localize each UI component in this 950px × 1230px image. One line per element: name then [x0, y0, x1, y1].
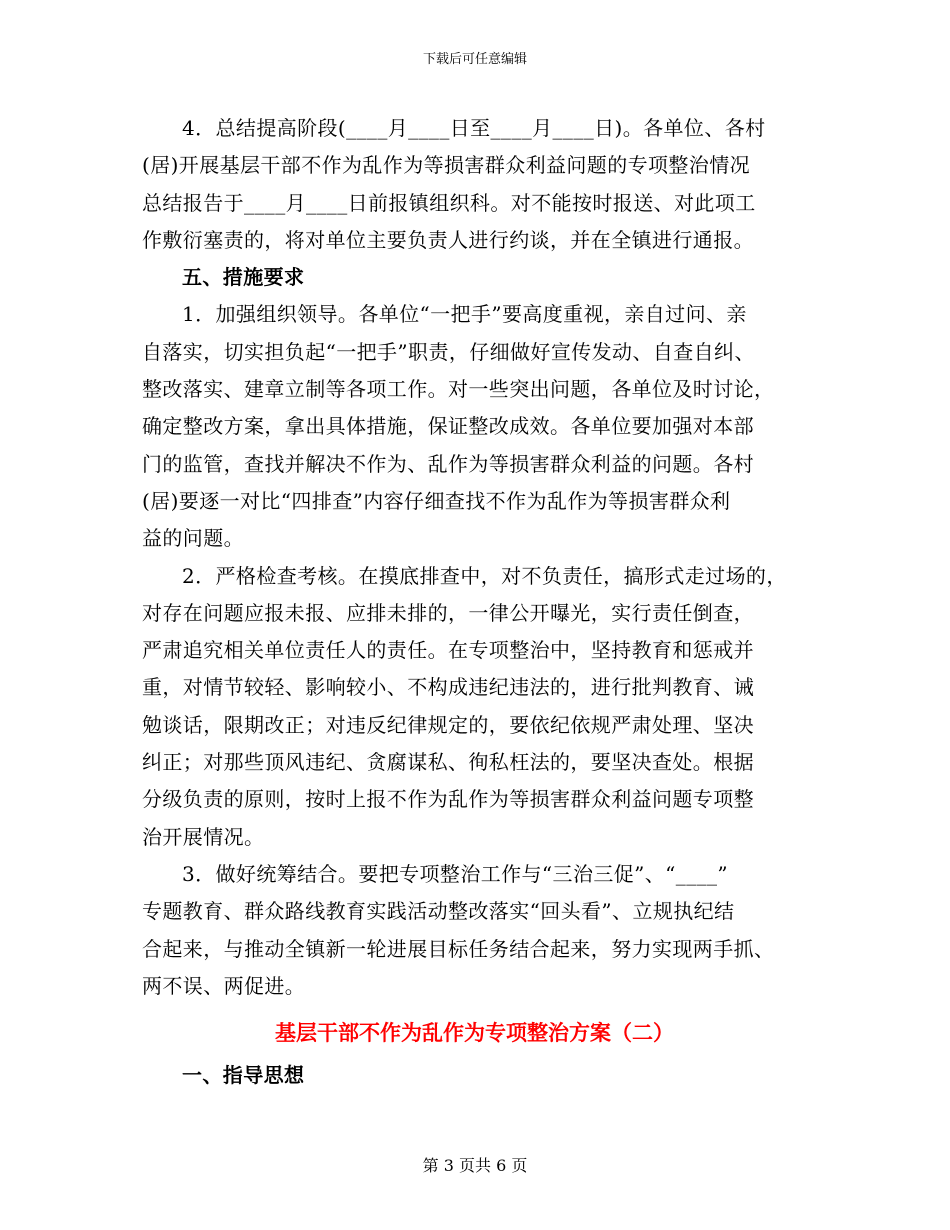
- text-line: 分级负责的原则，按时上报不作为乱作为等损害群众利益问题专项整: [142, 787, 754, 812]
- document-title: 基层干部不作为乱作为专项整治方案（二）: [275, 1021, 674, 1046]
- text-line: 3．做好统筹结合。要把专项整治工作与“三治三促”、“____”: [182, 861, 729, 886]
- text-line: 治开展情况。: [142, 824, 265, 849]
- text-line: 对存在问题应报未报、应排未排的，一律公开曝光，实行责任倒查，: [142, 600, 754, 625]
- text-line: 作敷衍塞责的，将对单位主要负责人进行约谈，并在全镇进行通报。: [142, 227, 754, 252]
- text-line: 自落实，切实担负起“一把手”职责，仔细做好宣传发动、自查自纠、: [142, 339, 755, 364]
- text-line: 2．严格检查考核。在摸底排查中，对不负责任，搞形式走过场的，: [182, 563, 787, 588]
- text-line: 1．加强组织领导。各单位“一把手”要高度重视，亲自过问、亲: [182, 302, 747, 327]
- text-line: 门的监管，查找并解决不作为、乱作为等损害群众利益的问题。各村: [142, 451, 754, 476]
- text-line: 专题教育、群众路线教育实践活动整改落实“回头看”、立规执纪结: [142, 899, 735, 924]
- paragraph-coordination: [142, 856, 807, 1005]
- text-line: 合起来，与推动全镇新一轮进展目标任务结合起来，努力实现两手抓、: [142, 936, 775, 961]
- text-line: 严肃追究相关单位责任人的责任。在专项整治中，坚持教育和惩戒并: [142, 638, 754, 663]
- text-line: 重，对情节较轻、影响较小、不构成违纪违法的，进行批判教育、诫: [142, 675, 754, 700]
- text-line: 纠正；对那些顶风违纪、贪腐谋私、徇私枉法的，要坚决查处。根据: [142, 750, 754, 775]
- paragraph-inspection-assessment: [142, 558, 807, 856]
- text-line: 确定整改方案，拿出具体措施，保证整改成效。各单位要加强对本部: [142, 414, 754, 439]
- page-header: 下载后可任意编辑: [422, 52, 527, 67]
- paragraph-organization-leadership: [142, 296, 807, 557]
- section-heading-measures: 五、措施要求: [182, 265, 305, 290]
- document-body: [142, 110, 807, 1094]
- text-line: 两不误、两促进。: [142, 973, 306, 998]
- text-line: (居)要逐一对比“四排查”内容仔细查找不作为乱作为等损害群众利: [142, 488, 731, 513]
- text-line: 勉谈话，限期改正；对违反纪律规定的，要依纪依规严肃处理、坚决: [142, 712, 754, 737]
- page-footer: 第 3 页共 6 页: [422, 1156, 528, 1175]
- text-line: (居)开展基层干部不作为乱作为等损害群众利益问题的专项整治情况: [142, 153, 751, 178]
- text-line: 4．总结提高阶段(____月____日至____月____日)。各单位、各村: [182, 116, 766, 140]
- paragraph-summary-stage: [142, 110, 807, 259]
- text-line: 益的问题。: [142, 526, 244, 551]
- section-heading-guiding-ideology: 一、指导思想: [182, 1063, 305, 1088]
- text-line: 整改落实、建章立制等各项工作。对一些突出问题，各单位及时讨论，: [142, 377, 775, 402]
- text-line: 总结报告于____月____日前报镇组织科。对不能按时报送、对此项工: [142, 190, 756, 215]
